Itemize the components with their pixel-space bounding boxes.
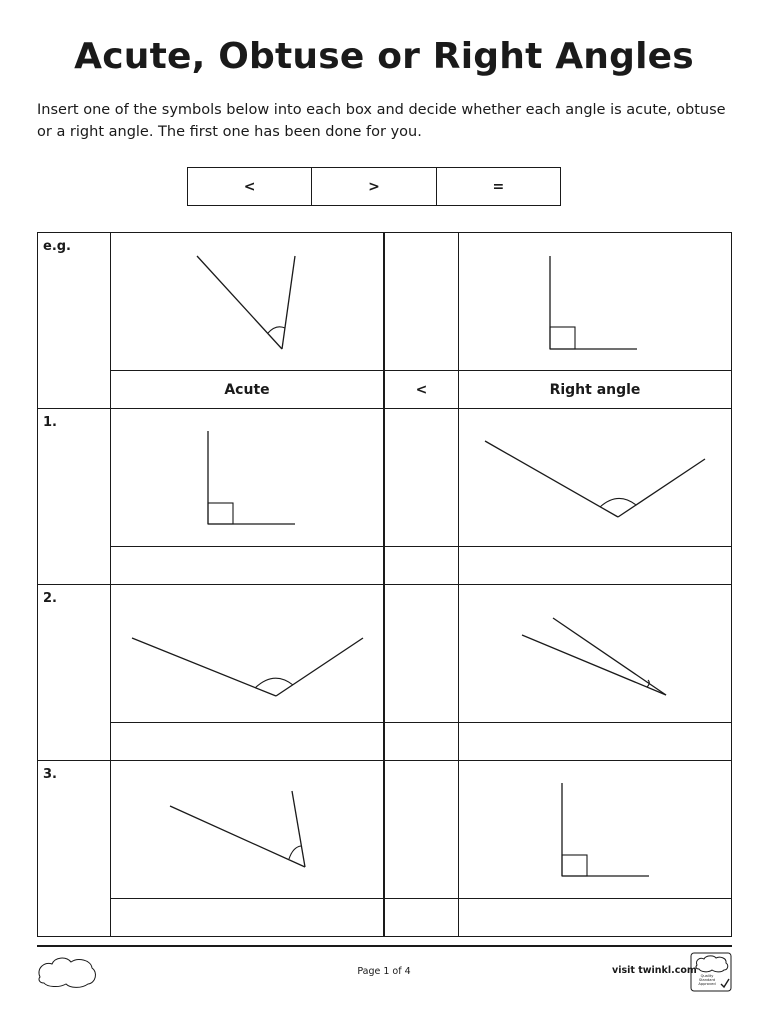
- acute-angle-diagram: [111, 761, 383, 898]
- table-row: [38, 761, 731, 937]
- right-angle-diagram: [459, 233, 731, 370]
- left-angle-cell: [111, 233, 385, 370]
- left-angle-cell: [111, 761, 385, 898]
- right-answer-box[interactable]: Right angle: [459, 370, 731, 408]
- symbol-answer-box[interactable]: <: [385, 370, 459, 408]
- left-angle-cell: [111, 409, 385, 546]
- symbol-cell: [385, 761, 459, 898]
- symbol-answer-box[interactable]: [385, 898, 459, 936]
- right-angle-diagram: [459, 761, 731, 898]
- right-angle-cell: [459, 233, 731, 370]
- badge-text: Quality Standard Approved: [698, 974, 716, 987]
- row-number: 1.: [38, 409, 111, 584]
- left-answer-box[interactable]: [111, 898, 385, 936]
- symbol-answer-box[interactable]: [385, 722, 459, 760]
- table-row: [38, 233, 731, 409]
- symbol-equals: =: [492, 178, 505, 195]
- page-number: Page 1 of 4: [357, 966, 411, 977]
- acute-angle-diagram: [459, 585, 731, 722]
- table-row: [38, 585, 731, 761]
- right-answer-box[interactable]: [459, 546, 731, 584]
- left-answer-box[interactable]: [111, 722, 385, 760]
- row-number: e.g.: [38, 233, 111, 408]
- right-answer-box[interactable]: [459, 722, 731, 760]
- symbol-box: [187, 167, 561, 206]
- quality-badge-icon: [690, 952, 732, 992]
- symbol-less-than: <: [188, 168, 312, 205]
- left-angle-cell: [111, 585, 385, 722]
- symbol-cell: [385, 409, 459, 546]
- worksheet-title: Acute, Obtuse or Right Angles: [74, 36, 694, 77]
- symbol-greater-than: >: [312, 168, 436, 205]
- obtuse-angle-diagram: [459, 409, 731, 546]
- badge-logo-text: twinkl: [699, 961, 723, 969]
- right-answer-box[interactable]: [459, 898, 731, 936]
- right-angle-cell: [459, 585, 731, 722]
- right-angle-cell: [459, 761, 731, 898]
- footer-divider: [37, 945, 732, 947]
- row-number: 3.: [38, 761, 111, 937]
- symbol-cell: [385, 585, 459, 722]
- acute-angle-diagram: [111, 233, 383, 370]
- logo-text: twinkl: [46, 966, 88, 980]
- instructions: Insert one of the symbols below into each box and decide whether each angle is acute, obtuse or a right angle. The first one has been done for you.: [37, 102, 726, 140]
- symbol-answer-box[interactable]: [385, 546, 459, 584]
- right-angle-cell: [459, 409, 731, 546]
- obtuse-angle-diagram: [111, 585, 383, 722]
- row-number: 2.: [38, 585, 111, 760]
- visit-link[interactable]: visit twinkl.com: [612, 965, 697, 976]
- check-icon: [721, 979, 729, 987]
- right-angle-diagram: [111, 409, 383, 546]
- table-row: [38, 409, 731, 585]
- symbol-cell: [385, 233, 459, 370]
- left-answer-box[interactable]: [111, 546, 385, 584]
- angles-table: [37, 232, 732, 937]
- left-answer-box[interactable]: Acute: [111, 370, 385, 408]
